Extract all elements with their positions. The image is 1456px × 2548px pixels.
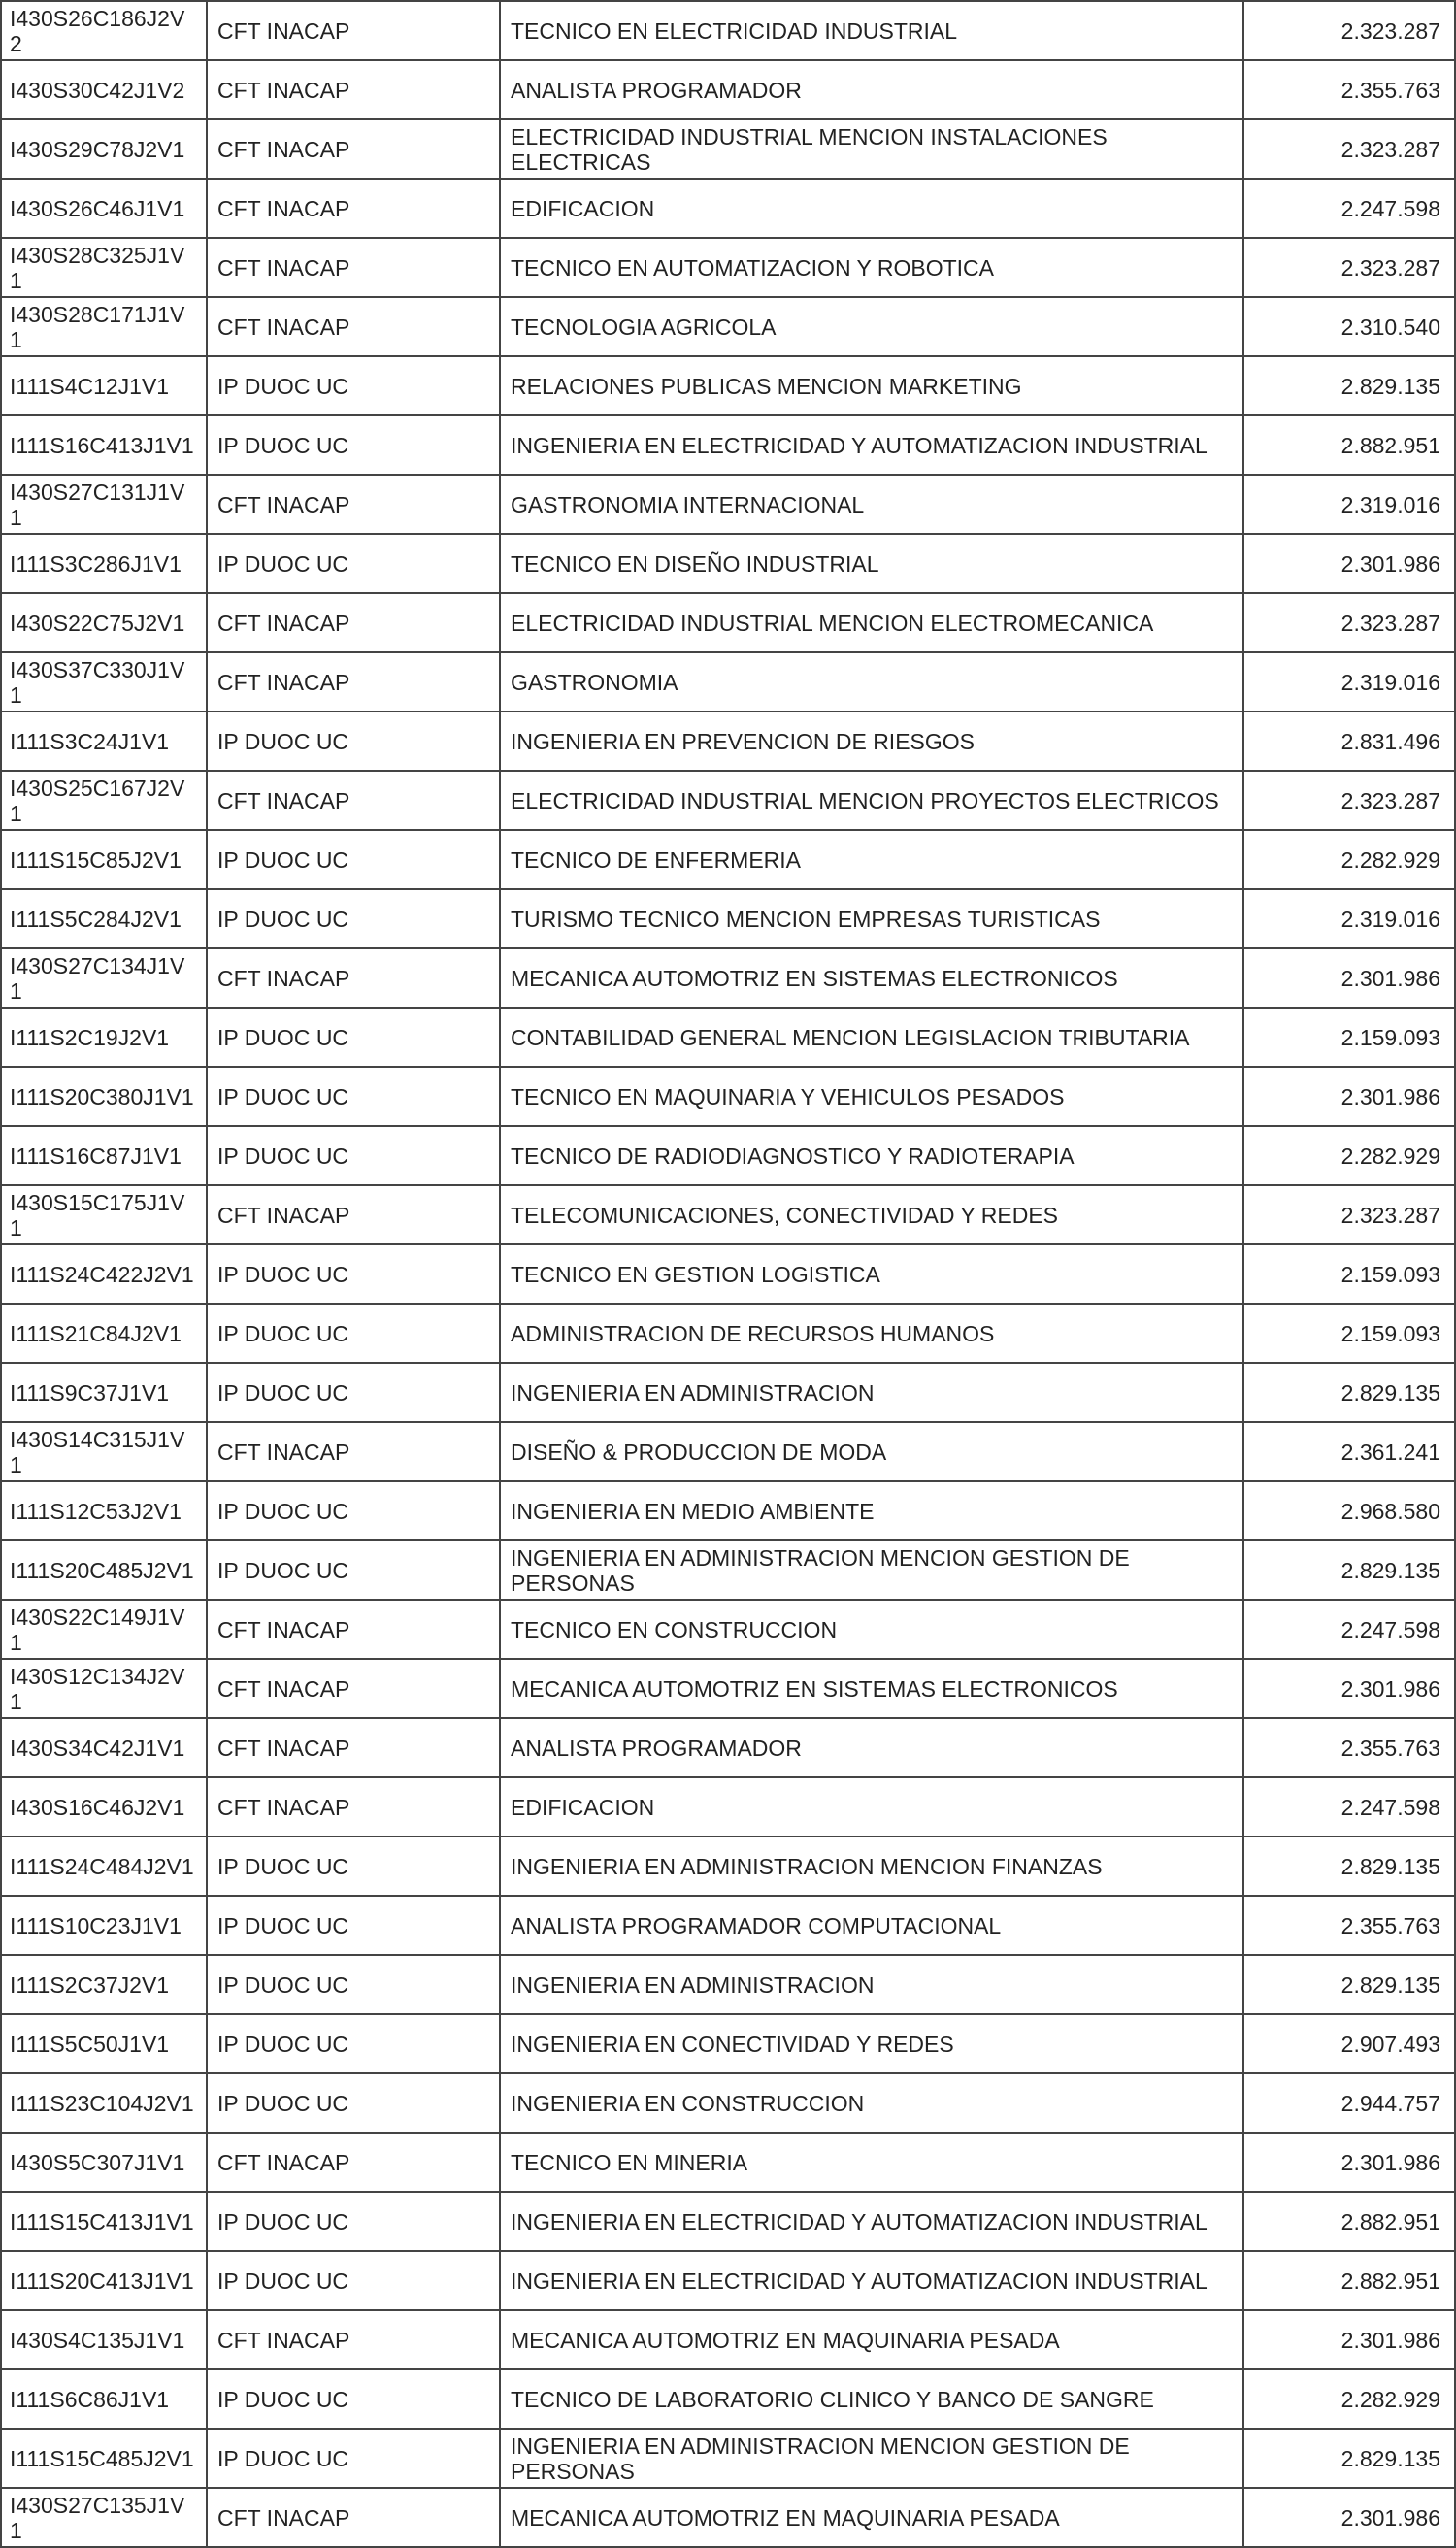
program-name-cell: EDIFICACION (500, 1777, 1243, 1837)
amount-cell: 2.323.287 (1243, 771, 1455, 830)
program-code-cell: I111S20C413J1V1 (1, 2251, 207, 2310)
program-name-cell: GASTRONOMIA (500, 652, 1243, 711)
program-name-cell: RELACIONES PUBLICAS MENCION MARKETING (500, 356, 1243, 415)
institution-cell: IP DUOC UC (207, 1067, 500, 1126)
institution-cell: CFT INACAP (207, 948, 500, 1008)
program-name-cell: DISEÑO & PRODUCCION DE MODA (500, 1422, 1243, 1481)
table-row (1, 711, 1455, 771)
amount-cell: 2.159.093 (1243, 1008, 1455, 1067)
program-code-cell: I430S28C325J1V1 (1, 238, 207, 297)
amount-cell: 2.829.135 (1243, 1540, 1455, 1600)
institution-cell: CFT INACAP (207, 1422, 500, 1481)
program-code-cell: I111S9C37J1V1 (1, 1363, 207, 1422)
program-code-cell: I111S16C413J1V1 (1, 415, 207, 475)
table-row (1, 2429, 1455, 2488)
program-code-cell: I430S37C330J1V1 (1, 652, 207, 711)
table-row (1, 889, 1455, 948)
amount-cell: 2.301.986 (1243, 2488, 1455, 2547)
table-row (1, 1126, 1455, 1185)
program-code-cell: I430S26C186J2V2 (1, 1, 207, 60)
program-name-cell: GASTRONOMIA INTERNACIONAL (500, 475, 1243, 534)
program-code-cell: I430S29C78J2V1 (1, 119, 207, 179)
table-row (1, 1540, 1455, 1600)
table-row (1, 1481, 1455, 1540)
table-row (1, 2488, 1455, 2547)
table-row (1, 415, 1455, 475)
institution-cell: IP DUOC UC (207, 1896, 500, 1955)
table-row (1, 1363, 1455, 1422)
program-code-cell: I111S6C86J1V1 (1, 2369, 207, 2429)
table-row (1, 2133, 1455, 2192)
program-code-cell: I111S21C84J2V1 (1, 1304, 207, 1363)
program-name-cell: ELECTRICIDAD INDUSTRIAL MENCION ELECTROMECANICA (500, 593, 1243, 652)
institution-cell: IP DUOC UC (207, 889, 500, 948)
program-name-cell: ADMINISTRACION DE RECURSOS HUMANOS (500, 1304, 1243, 1363)
program-code-cell: I111S24C484J2V1 (1, 1837, 207, 1896)
program-code-cell: I111S24C422J2V1 (1, 1244, 207, 1304)
amount-cell: 2.882.951 (1243, 2192, 1455, 2251)
institution-cell: IP DUOC UC (207, 1363, 500, 1422)
program-name-cell: MECANICA AUTOMOTRIZ EN MAQUINARIA PESADA (500, 2310, 1243, 2369)
amount-cell: 2.301.986 (1243, 1067, 1455, 1126)
institution-cell: CFT INACAP (207, 1, 500, 60)
amount-cell: 2.319.016 (1243, 652, 1455, 711)
amount-cell: 2.159.093 (1243, 1304, 1455, 1363)
program-code-cell: I111S15C413J1V1 (1, 2192, 207, 2251)
program-code-cell: I430S28C171J1V1 (1, 297, 207, 356)
program-code-cell: I430S15C175J1V1 (1, 1185, 207, 1244)
program-code-cell: I430S5C307J1V1 (1, 2133, 207, 2192)
program-name-cell: MECANICA AUTOMOTRIZ EN SISTEMAS ELECTRONICOS (500, 1659, 1243, 1718)
amount-cell: 2.944.757 (1243, 2073, 1455, 2133)
program-code-cell: I111S5C50J1V1 (1, 2014, 207, 2073)
program-code-cell: I430S25C167J2V1 (1, 771, 207, 830)
program-code-cell: I111S20C380J1V1 (1, 1067, 207, 1126)
amount-cell: 2.907.493 (1243, 2014, 1455, 2073)
amount-cell: 2.968.580 (1243, 1481, 1455, 1540)
amount-cell: 2.301.986 (1243, 2310, 1455, 2369)
institution-cell: IP DUOC UC (207, 830, 500, 889)
amount-cell: 2.247.598 (1243, 1777, 1455, 1837)
program-name-cell: TELECOMUNICACIONES, CONECTIVIDAD Y REDES (500, 1185, 1243, 1244)
institution-cell: IP DUOC UC (207, 1304, 500, 1363)
table-row (1, 238, 1455, 297)
institution-cell: CFT INACAP (207, 179, 500, 238)
institution-cell: CFT INACAP (207, 1777, 500, 1837)
institution-cell: IP DUOC UC (207, 1955, 500, 2014)
program-code-cell: I430S26C46J1V1 (1, 179, 207, 238)
institution-cell: CFT INACAP (207, 475, 500, 534)
amount-cell: 2.323.287 (1243, 119, 1455, 179)
program-code-cell: I111S5C284J2V1 (1, 889, 207, 948)
institution-cell: IP DUOC UC (207, 711, 500, 771)
program-name-cell: INGENIERIA EN CONECTIVIDAD Y REDES (500, 2014, 1243, 2073)
amount-cell: 2.829.135 (1243, 1955, 1455, 2014)
amount-cell: 2.829.135 (1243, 1837, 1455, 1896)
program-name-cell: ELECTRICIDAD INDUSTRIAL MENCION INSTALACIONES ELECTRICAS (500, 119, 1243, 179)
amount-cell: 2.323.287 (1243, 1185, 1455, 1244)
program-name-cell: TECNICO EN DISEÑO INDUSTRIAL (500, 534, 1243, 593)
program-name-cell: TECNICO EN AUTOMATIZACION Y ROBOTICA (500, 238, 1243, 297)
amount-cell: 2.159.093 (1243, 1244, 1455, 1304)
program-name-cell: TECNICO EN GESTION LOGISTICA (500, 1244, 1243, 1304)
program-name-cell: INGENIERIA EN ADMINISTRACION (500, 1955, 1243, 2014)
amount-cell: 2.282.929 (1243, 2369, 1455, 2429)
amount-cell: 2.247.598 (1243, 179, 1455, 238)
table-row (1, 1, 1455, 60)
program-code-cell: I111S3C24J1V1 (1, 711, 207, 771)
table-row (1, 2251, 1455, 2310)
table-row (1, 1008, 1455, 1067)
amount-cell: 2.829.135 (1243, 356, 1455, 415)
program-code-cell: I430S27C131J1V1 (1, 475, 207, 534)
program-code-cell: I430S34C42J1V1 (1, 1718, 207, 1777)
program-name-cell: INGENIERIA EN ADMINISTRACION MENCION GESTION DE PERSONAS (500, 1540, 1243, 1600)
table-row (1, 2073, 1455, 2133)
table-row (1, 475, 1455, 534)
program-code-cell: I111S2C37J2V1 (1, 1955, 207, 2014)
amount-cell: 2.247.598 (1243, 1600, 1455, 1659)
institution-cell: CFT INACAP (207, 1600, 500, 1659)
table-row (1, 1600, 1455, 1659)
program-name-cell: ANALISTA PROGRAMADOR COMPUTACIONAL (500, 1896, 1243, 1955)
program-name-cell: ELECTRICIDAD INDUSTRIAL MENCION PROYECTOS ELECTRICOS (500, 771, 1243, 830)
program-code-cell: I111S16C87J1V1 (1, 1126, 207, 1185)
program-name-cell: INGENIERIA EN ADMINISTRACION MENCION GESTION DE PERSONAS (500, 2429, 1243, 2488)
table-row (1, 356, 1455, 415)
institution-cell: IP DUOC UC (207, 1008, 500, 1067)
institution-cell: CFT INACAP (207, 1185, 500, 1244)
program-code-cell: I430S22C149J1V1 (1, 1600, 207, 1659)
table-row (1, 771, 1455, 830)
institution-cell: CFT INACAP (207, 238, 500, 297)
program-name-cell: TECNICO DE LABORATORIO CLINICO Y BANCO DE SANGRE (500, 2369, 1243, 2429)
amount-cell: 2.319.016 (1243, 475, 1455, 534)
program-code-cell: I430S27C134J1V1 (1, 948, 207, 1008)
amount-cell: 2.355.763 (1243, 1896, 1455, 1955)
table-row (1, 1422, 1455, 1481)
table-row (1, 2369, 1455, 2429)
table-row (1, 2014, 1455, 2073)
table-row (1, 1896, 1455, 1955)
institution-cell: IP DUOC UC (207, 534, 500, 593)
table-row (1, 60, 1455, 119)
institution-cell: CFT INACAP (207, 1659, 500, 1718)
institution-cell: IP DUOC UC (207, 2192, 500, 2251)
amount-cell: 2.282.929 (1243, 1126, 1455, 1185)
institution-cell: IP DUOC UC (207, 2251, 500, 2310)
program-code-cell: I430S27C135J1V1 (1, 2488, 207, 2547)
amount-cell: 2.301.986 (1243, 948, 1455, 1008)
program-code-cell: I430S4C135J1V1 (1, 2310, 207, 2369)
institution-cell: CFT INACAP (207, 60, 500, 119)
amount-cell: 2.831.496 (1243, 711, 1455, 771)
table-row (1, 1659, 1455, 1718)
program-code-cell: I111S23C104J2V1 (1, 2073, 207, 2133)
program-name-cell: EDIFICACION (500, 179, 1243, 238)
amount-cell: 2.361.241 (1243, 1422, 1455, 1481)
program-name-cell: TECNICO EN CONSTRUCCION (500, 1600, 1243, 1659)
amount-cell: 2.323.287 (1243, 238, 1455, 297)
program-name-cell: TECNICO EN MINERIA (500, 2133, 1243, 2192)
program-code-cell: I111S15C485J2V1 (1, 2429, 207, 2488)
table-row (1, 179, 1455, 238)
amount-cell: 2.323.287 (1243, 593, 1455, 652)
table-row (1, 119, 1455, 179)
table-row (1, 1304, 1455, 1363)
program-name-cell: TECNICO EN MAQUINARIA Y VEHICULOS PESADOS (500, 1067, 1243, 1126)
program-name-cell: MECANICA AUTOMOTRIZ EN SISTEMAS ELECTRONICOS (500, 948, 1243, 1008)
program-name-cell: INGENIERIA EN MEDIO AMBIENTE (500, 1481, 1243, 1540)
table-row (1, 297, 1455, 356)
program-code-cell: I111S2C19J2V1 (1, 1008, 207, 1067)
program-name-cell: INGENIERIA EN ADMINISTRACION (500, 1363, 1243, 1422)
amount-cell: 2.310.540 (1243, 297, 1455, 356)
institution-cell: IP DUOC UC (207, 2369, 500, 2429)
amount-cell: 2.829.135 (1243, 2429, 1455, 2488)
table-row (1, 1244, 1455, 1304)
program-code-cell: I111S20C485J2V1 (1, 1540, 207, 1600)
table-row (1, 534, 1455, 593)
institution-cell: IP DUOC UC (207, 1837, 500, 1896)
table-body (1, 1, 1455, 2547)
program-name-cell: INGENIERIA EN ELECTRICIDAD Y AUTOMATIZACION INDUSTRIAL (500, 2192, 1243, 2251)
table-row (1, 1955, 1455, 2014)
institution-cell: IP DUOC UC (207, 1126, 500, 1185)
program-code-cell: I111S4C12J1V1 (1, 356, 207, 415)
amount-cell: 2.301.986 (1243, 1659, 1455, 1718)
institution-cell: IP DUOC UC (207, 1481, 500, 1540)
table-row (1, 2310, 1455, 2369)
amount-cell: 2.829.135 (1243, 1363, 1455, 1422)
institution-cell: IP DUOC UC (207, 1244, 500, 1304)
table-row (1, 1185, 1455, 1244)
program-name-cell: INGENIERIA EN PREVENCION DE RIESGOS (500, 711, 1243, 771)
program-code-cell: I111S3C286J1V1 (1, 534, 207, 593)
table-row (1, 1837, 1455, 1896)
table-row (1, 593, 1455, 652)
program-code-cell: I111S12C53J2V1 (1, 1481, 207, 1540)
amount-cell: 2.301.986 (1243, 534, 1455, 593)
amount-cell: 2.882.951 (1243, 2251, 1455, 2310)
institution-cell: CFT INACAP (207, 2310, 500, 2369)
table-row (1, 830, 1455, 889)
table-row (1, 1067, 1455, 1126)
amount-cell: 2.301.986 (1243, 2133, 1455, 2192)
program-name-cell: INGENIERIA EN ADMINISTRACION MENCION FINANZAS (500, 1837, 1243, 1896)
program-code-cell: I111S15C85J2V1 (1, 830, 207, 889)
institution-cell: CFT INACAP (207, 2133, 500, 2192)
amount-cell: 2.882.951 (1243, 415, 1455, 475)
program-name-cell: TURISMO TECNICO MENCION EMPRESAS TURISTICAS (500, 889, 1243, 948)
institution-cell: CFT INACAP (207, 119, 500, 179)
program-name-cell: ANALISTA PROGRAMADOR (500, 60, 1243, 119)
program-code-cell: I111S10C23J1V1 (1, 1896, 207, 1955)
program-name-cell: INGENIERIA EN ELECTRICIDAD Y AUTOMATIZACION INDUSTRIAL (500, 415, 1243, 475)
institution-cell: IP DUOC UC (207, 356, 500, 415)
program-name-cell: TECNICO EN ELECTRICIDAD INDUSTRIAL (500, 1, 1243, 60)
amount-cell: 2.355.763 (1243, 60, 1455, 119)
amount-cell: 2.282.929 (1243, 830, 1455, 889)
program-name-cell: INGENIERIA EN CONSTRUCCION (500, 2073, 1243, 2133)
program-name-cell: TECNOLOGIA AGRICOLA (500, 297, 1243, 356)
program-name-cell: TECNICO DE ENFERMERIA (500, 830, 1243, 889)
program-code-cell: I430S22C75J2V1 (1, 593, 207, 652)
table-row (1, 948, 1455, 1008)
institution-cell: CFT INACAP (207, 652, 500, 711)
table-row (1, 2192, 1455, 2251)
program-code-cell: I430S16C46J2V1 (1, 1777, 207, 1837)
program-code-cell: I430S12C134J2V1 (1, 1659, 207, 1718)
amount-cell: 2.323.287 (1243, 1, 1455, 60)
program-name-cell: INGENIERIA EN ELECTRICIDAD Y AUTOMATIZACION INDUSTRIAL (500, 2251, 1243, 2310)
table-row (1, 1777, 1455, 1837)
program-name-cell: TECNICO DE RADIODIAGNOSTICO Y RADIOTERAPIA (500, 1126, 1243, 1185)
institution-cell: IP DUOC UC (207, 2073, 500, 2133)
program-code-cell: I430S14C315J1V1 (1, 1422, 207, 1481)
program-code-cell: I430S30C42J1V2 (1, 60, 207, 119)
table-row (1, 652, 1455, 711)
table-row (1, 1718, 1455, 1777)
institution-cell: IP DUOC UC (207, 2014, 500, 2073)
institution-cell: CFT INACAP (207, 771, 500, 830)
amount-cell: 2.319.016 (1243, 889, 1455, 948)
institution-cell: IP DUOC UC (207, 1540, 500, 1600)
institution-cell: CFT INACAP (207, 593, 500, 652)
program-name-cell: MECANICA AUTOMOTRIZ EN MAQUINARIA PESADA (500, 2488, 1243, 2547)
institution-cell: IP DUOC UC (207, 2429, 500, 2488)
program-name-cell: ANALISTA PROGRAMADOR (500, 1718, 1243, 1777)
amount-cell: 2.355.763 (1243, 1718, 1455, 1777)
institution-cell: IP DUOC UC (207, 415, 500, 475)
program-name-cell: CONTABILIDAD GENERAL MENCION LEGISLACION TRIBUTARIA (500, 1008, 1243, 1067)
institution-cell: CFT INACAP (207, 297, 500, 356)
institution-cell: CFT INACAP (207, 2488, 500, 2547)
institution-cell: CFT INACAP (207, 1718, 500, 1777)
